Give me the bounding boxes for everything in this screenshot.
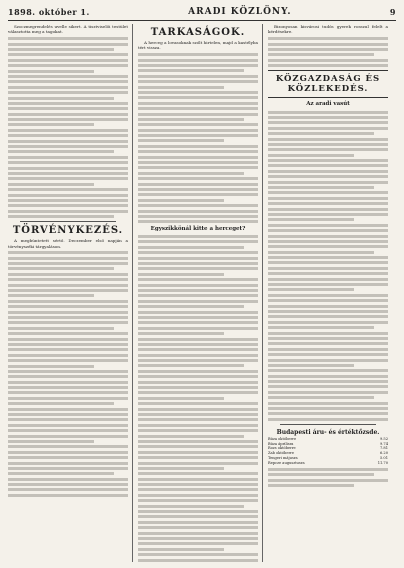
header-rule (8, 20, 396, 21)
column-3 (268, 24, 388, 562)
section-rule (20, 221, 116, 222)
market-row: Búza októberre 9.52 (268, 436, 388, 441)
column-1 (8, 24, 128, 562)
article-lead: A megbüntetett sértő. Deczember első napján a törvényszéki tárgyaláson. (8, 238, 128, 249)
column-divider (132, 24, 133, 562)
page-number: 9 (389, 7, 396, 17)
market-row: Zab októberre 6.20 (268, 451, 388, 456)
column-2 (138, 24, 258, 562)
body-text-block (8, 37, 128, 218)
section-rule (268, 70, 388, 71)
running-head (8, 5, 396, 19)
body-text-block (138, 235, 258, 562)
body-text-block (138, 53, 258, 223)
market-report-title: Budapesti áru- és értéktőzsde. (276, 428, 380, 436)
section-heading-kozgazdasag: KÖZGAZDASÁG ÉS KÖZLEKEDÉS. (275, 74, 381, 95)
article-subheading: Egyszikkönál kitte a herceget? (150, 225, 246, 232)
market-row: Repcze augusztusra 11.70 (268, 460, 388, 465)
section-rule (268, 97, 388, 98)
article-lead: A herceg a lovasoknak szólt hirtelen, majd a kastélyba tért vissza. (138, 40, 258, 51)
market-row: Búza áprilisra 9.74 (268, 441, 388, 446)
market-row: Rozs októberre 7.81 (268, 446, 388, 451)
section-heading-torvenykezes: TÖRVÉNYKEZÉS. (12, 225, 124, 237)
body-text-block (268, 37, 388, 67)
body-text-block (8, 251, 128, 497)
newspaper-title: ARADI KÖZLÖNY. (188, 7, 292, 17)
article-subheading: Az aradi vasút (306, 101, 350, 108)
body-text-block (268, 468, 388, 487)
section-heading-tarkasagok: TARKASÁGOK. (150, 27, 246, 38)
market-row: Tengeri májusra 5.01 (268, 456, 388, 460)
body-text-block (268, 111, 388, 421)
section-rule (280, 424, 376, 425)
article-lead: Szoczmegrendelés uvelle sikert. A tisztviselői testület választotta meg a tagokat. (8, 24, 128, 35)
issue-date: 1898. október 1. (8, 7, 90, 17)
market-table (268, 437, 388, 466)
article-lead: Bizonyosan kisvárosi tudós gyerek rosszul felelt a kérdésekre. (268, 24, 388, 35)
column-divider (262, 24, 263, 562)
